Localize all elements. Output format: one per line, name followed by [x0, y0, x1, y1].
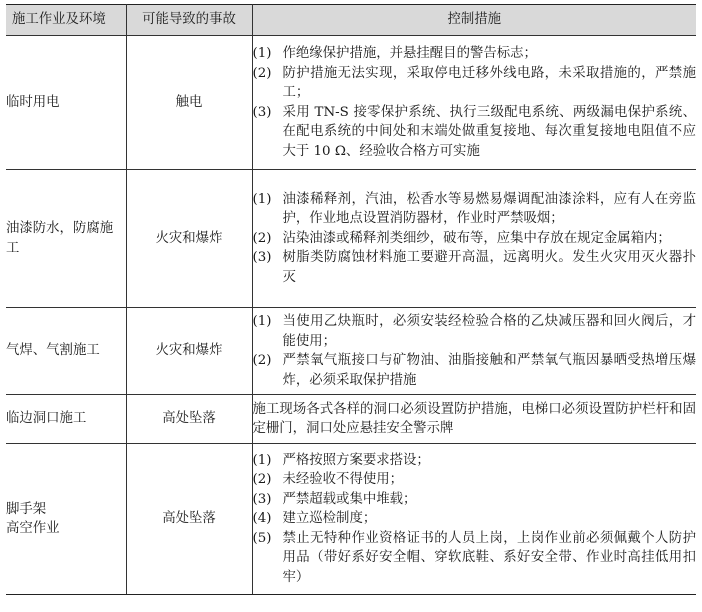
- measure-item: [253, 248, 697, 287]
- environment-cell: 临时用电: [6, 36, 126, 170]
- measure-text: 严格按照方案要求搭设；: [282, 452, 430, 468]
- measure-item: [253, 490, 697, 510]
- environment-line: 脚手架: [6, 501, 47, 517]
- table-row: [6, 395, 696, 444]
- measure-text: 作绝缘保护措施，并悬挂醒目的警告标志；: [282, 46, 537, 61]
- accident-cell: 火灾和爆炸: [126, 308, 252, 395]
- measure-number: (2): [252, 230, 272, 246]
- control-measures-cell: [252, 36, 696, 170]
- control-measures-cell: [252, 308, 696, 395]
- environment-cell: 临边洞口施工: [6, 395, 126, 444]
- measure-item: [253, 351, 697, 390]
- measure-text: 沾染油漆或稀释剂类细纱，破布等，应集中存放在规定金属箱内；: [282, 230, 671, 246]
- measure-item: [253, 44, 697, 64]
- measure-number: (3): [252, 104, 272, 120]
- measure-number: (4): [252, 511, 272, 527]
- measure-item: [253, 103, 697, 162]
- measure-text: 建立巡检制度；: [282, 511, 377, 527]
- header-environment: 施工作业及环境: [6, 5, 126, 36]
- measure-item: [253, 470, 697, 490]
- measure-text: 严禁超载或集中堆载；: [282, 491, 417, 507]
- measure-text: 树脂类防腐蚀材料施工要避开高温，远离明火。发生火灾用灭火器扑灭: [282, 250, 696, 285]
- measure-item: [253, 64, 697, 103]
- measure-list: [253, 451, 697, 588]
- table-row: [6, 170, 696, 308]
- measure-text: 严禁氧气瓶接口与矿物油、油脂接触和严禁氧气瓶因暴晒受热增压爆炸，必须采取保护措施: [282, 353, 696, 388]
- measure-list: [253, 312, 697, 390]
- measure-number: (2): [252, 472, 272, 488]
- accident-cell: 高处坠落: [126, 444, 252, 595]
- control-measures-cell: [252, 170, 696, 308]
- environment-cell: 油漆防水，防腐施工: [6, 170, 126, 308]
- table-header-row: [6, 5, 696, 36]
- measure-list: [253, 190, 697, 288]
- measure-number: (2): [252, 353, 272, 368]
- measure-text: 采用 TN-S 接零保护系统、执行三级配电系统、两级漏电保护系统、在配电系统的中间处和末端处做重复接地、每次重复接地电阻值不应大于 10 Ω、经验收合格方可实施: [282, 104, 696, 159]
- accident-cell: 触电: [126, 36, 252, 170]
- measure-number: (1): [252, 191, 272, 207]
- measure-number: (1): [252, 314, 272, 329]
- measure-item: [253, 451, 697, 471]
- control-measures-cell: 施工现场各式各样的洞口必须设置防护措施，电梯口必须设置防护栏杆和固定栅门，洞口处应悬挂安全警示牌: [252, 395, 696, 444]
- environment-cell: 气焊、气割施工: [6, 308, 126, 395]
- measure-list: [253, 44, 697, 161]
- measure-text: 防护措施无法实现，采取停电迁移外线电路，未采取措施的，严禁施工；: [282, 65, 696, 100]
- measure-item: [253, 529, 697, 588]
- table-row: [6, 36, 696, 170]
- accident-cell: 高处坠落: [126, 395, 252, 444]
- accident-cell: 火灾和爆炸: [126, 170, 252, 308]
- measure-text: 未经验收不得使用；: [282, 472, 404, 488]
- control-measures-cell: [252, 444, 696, 595]
- measure-number: (1): [252, 46, 272, 61]
- environment-line: 高空作业: [6, 521, 60, 536]
- measure-number: (2): [252, 65, 272, 81]
- header-accident: 可能导致的事故: [126, 5, 252, 36]
- measure-number: (1): [252, 452, 272, 468]
- measure-number: (3): [252, 491, 272, 507]
- measure-item: [253, 229, 697, 249]
- measure-item: [253, 190, 697, 229]
- measure-text: 油漆稀释剂，汽油，松香水等易燃易爆调配油漆涂料，应有人在旁监护，作业地点设置消防器材，作业时严禁吸烟；: [282, 191, 696, 227]
- measure-item: [253, 509, 697, 529]
- measure-number: (5): [252, 530, 272, 546]
- environment-cell: [6, 444, 126, 595]
- header-control-measures: 控制措施: [252, 5, 696, 36]
- table-row: [6, 444, 696, 595]
- measure-text: 当使用乙炔瓶时，必须安装经检验合格的乙炔减压器和回火阀后，才能使用；: [282, 314, 696, 349]
- measure-item: [253, 312, 697, 351]
- table-row: [6, 308, 696, 395]
- safety-control-table: [6, 4, 696, 595]
- measure-number: (3): [252, 250, 272, 266]
- measure-text: 禁止无特种作业资格证书的人员上岗，上岗作业前必须佩戴个人防护用品（带好系好安全帽、穿软底鞋、系好安全带、作业时高挂低用扣牢）: [282, 530, 696, 585]
